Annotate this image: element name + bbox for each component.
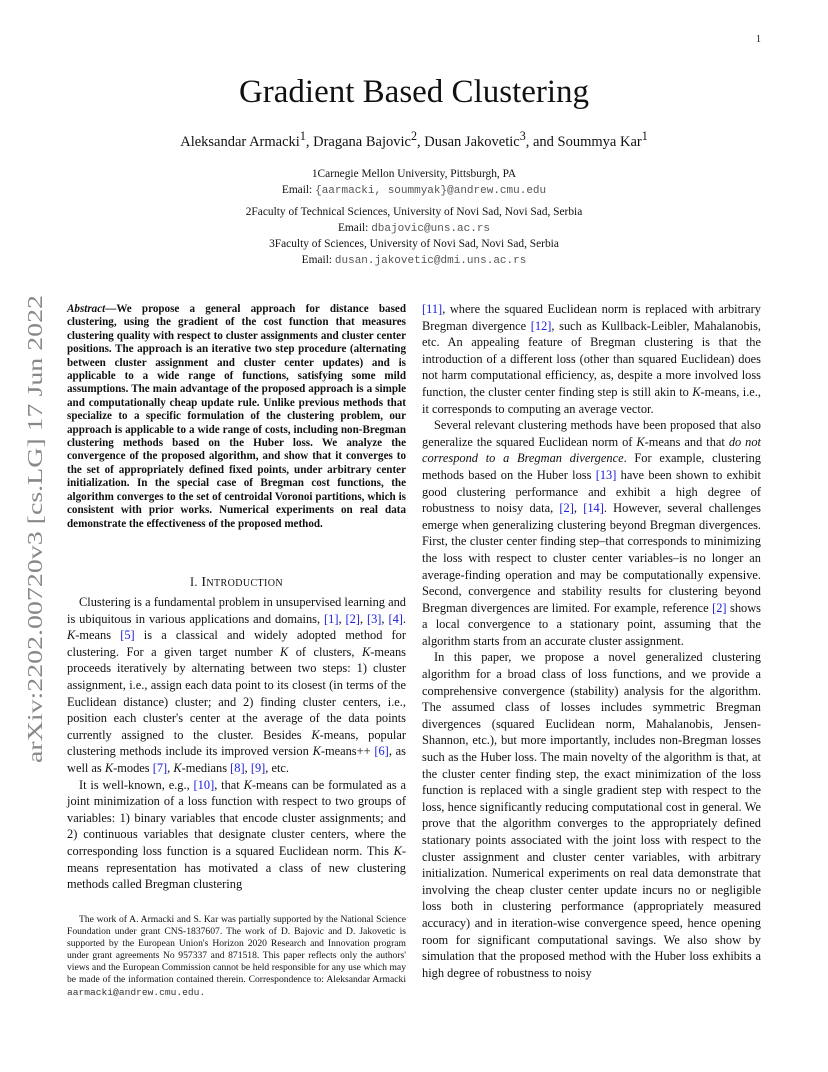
paragraph: It is well-known, e.g., [10], that K-means can be formulated as a joint minimization of a loss function with respect to two groups of variables: 1) binary variables that encode cluster assignments; and 2) continuous variables that designate cluster centers, where the corresponding loss function is a squared Euclidean norm. This K-means representation has motivated a class of new clustering methods called Bregman clustering	[67, 777, 407, 892]
citation-link[interactable]: [9]	[250, 760, 266, 775]
paragraph: Several relevant clustering methods have been proposed that also generalize the squared Euclidean norm of K-means and that do not correspond to a Bregman divergence. For example, clustering methods based on the Huber loss [13] have been shown to exhibit good clustering performance and exhibit a high degree of robustness to noisy data, [2], [14]. However, several challenges emerge when generalizing clustering beyond Bregman divergences. First, the cluster center finding step–that corresponds to minimizing the loss with respect to cluster center variables–is no longer an average-finding operation and may be computationally expensive. Second, convergence and stability results for clustering beyond Bregman divergences are limited. For example, reference [2] shows a local convergence to a stationary point, assuming that the algorithm starts from an accurate cluster assignment.	[422, 418, 762, 648]
footnote-email: aarmacki@andrew.cmu.edu.	[67, 986, 206, 998]
page-number: 1	[756, 34, 761, 45]
abstract-label: Abstract	[67, 303, 106, 315]
affiliation-1-line: 1Carnegie Mellon University, Pittsburgh, PA	[311, 168, 517, 180]
footnote-text: The work of A. Armacki and S. Kar was partially supported by the National Science Foundation under grant CNS-1837607. The work of D. Bajovic and D. Jakovetic is supported by the European Union's Horizon 2020 Research and Innovation program under grant agreements No 957337 and 871518. This paper reflects only the authors' views and the European Commission cannot be held responsible for any use which may be made of the information contained therein. Correspondence to: Aleksandar Armacki	[67, 914, 406, 986]
affiliation-3: 3Faculty of Sciences, University of Novi Sad, Novi Sad, Serbia Email: dusan.jakovetic@dmi.uns.ac.rs	[269, 238, 559, 267]
citation-link[interactable]: [6]	[374, 744, 389, 759]
paragraph: Clustering is a fundamental problem in unsupervised learning and is ubiquitous in various applications and domains, [1], [2], [3], [4]. K-means [5] is a classical and widely adopted method for clustering. For a given target number K of clusters, K-means proceeds iteratively by alternating between two steps: 1) cluster assignment, i.e., assign each data point to its closest (in terms of the Euclidean distance) cluster; and 2) finding cluster centers, i.e., position each cluster's center at the average of the data points currently assigned to the cluster. Besides K-means, popular clustering methods include its improved version K-means++ [6], as well as K-modes [7], K-medians [8], [9], etc.	[67, 595, 407, 775]
citation-link[interactable]: [2]	[712, 600, 727, 615]
citation-link[interactable]: [7]	[152, 760, 168, 775]
citation-link[interactable]: [13]	[595, 467, 617, 482]
citation-link[interactable]: [1]	[324, 611, 339, 626]
abstract-text: —We propose a general approach for distance based clustering, using the gradient of the cost function that measures clustering quality with respect to cluster assignments and cluster center positions. The approach is an iterative two step procedure (alternating between cluster assignment and cluster center updates) and is applicable to a wide range of functions, satisfying some mild assumptions. The main advantage of the proposed approach is a simple and computationally cheap update rule. Unlike previous methods that specialize to a specific formulation of the clustering problem, our approach is applicable to a wide range of costs, including non-Bregman clustering methods based on the Huber loss. We analyze the convergence of the proposed algorithm, and show that it converges to the set of appropriately defined fixed points, under arbitrary center initialization. In the special case of Bregman cost functions, the algorithm converges to the set of centroidal Voronoi partitions, which is consistent with prior works. Numerical experiments on real data demonstrate the effectiveness of the proposed method.	[67, 303, 406, 530]
affiliation-1-email: {aarmacki, soummyak}@andrew.cmu.edu	[315, 184, 547, 197]
author-list: Aleksandar Armacki$^1$, Dragana Bajovic$^2$, Dusan Jakovetic$^3$, and Soummya Kar$^1$	[180, 129, 648, 150]
arxiv-stamp	[22, 293, 48, 763]
arxiv-stamp-text: arXiv:2202.00720v3 [cs.LG] 17 Jun 2022	[23, 402, 47, 763]
right-column-body	[422, 301, 761, 981]
citation-link[interactable]: [4]	[388, 611, 403, 626]
citation-link[interactable]: [2]	[559, 501, 574, 516]
footnote	[67, 914, 406, 999]
citation-link[interactable]: [14]	[583, 501, 604, 516]
paragraph: [11], where the squared Euclidean norm is replaced with arbitrary Bregman divergence [12], such as Kullback-Leibler, Mahalanobis, etc. An appealing feature of Bregman clustering is that the introduction of a different loss (other than squared Euclidean) does not harm computational efficiency, as, despite a more involved loss function, the cluster center finding step is still akin to K-means, i.e., it corresponds to computing an average vector.	[422, 302, 761, 416]
left-column-body	[67, 594, 406, 893]
citation-link[interactable]: [3]	[366, 611, 382, 626]
paragraph: In this paper, we propose a novel generalized clustering algorithm for a broad class of loss functions, and we provide a comprehensive convergence (stability) analysis for the algorithm. The assumed class of losses includes symmetric Bregman divergences (squared Euclidean norm, Mahalanobis, Jensen-Shannon, etc.), but more importantly, includes non-Bregman losses such as the Huber loss. The main novelty of the algorithm is that, at the cluster center finding step, the exact minimization of the loss function is replaced with a single gradient step with respect to the loss, hence significantly reducing computational cost in general. We prove that the algorithm converges to the appropriately defined stationary points associated with the joint loss with respect to the cluster assignment and cluster center variables, with arbitrary initialization. Numerical experiments on real data demonstrate that involving the cheap cluster center update incurs no or negligible loss both in clustering performance (appropriately measured accuracy) and in iteration-wise convergence speed, hence opening room for significant computational savings. We also show by simulation that the proposed method with the Huber loss exhibits a high degree of robustness to noisy	[422, 650, 761, 980]
citation-link[interactable]: [12]	[530, 318, 552, 333]
affiliation-2-email: dbajovic@uns.ac.rs	[371, 222, 491, 235]
affiliation-3-email: dusan.jakovetic@dmi.uns.ac.rs	[334, 254, 527, 267]
abstract	[67, 303, 406, 531]
citation-link[interactable]: [8]	[230, 760, 245, 775]
citation-link[interactable]: [2]	[345, 611, 360, 626]
citation-link[interactable]: [5]	[120, 628, 135, 643]
citation-link[interactable]: [11]	[422, 302, 443, 316]
affiliations	[0, 167, 828, 276]
affiliation-2-line: 2Faculty of Technical Sciences, University of Novi Sad, Novi Sad, Serbia	[245, 206, 583, 219]
affiliation-3-line: 3Faculty of Sciences, University of Novi Sad, Novi Sad, Serbia	[269, 238, 559, 251]
paper-title: Gradient Based Clustering	[238, 74, 590, 110]
citation-link[interactable]: [10]	[193, 777, 215, 792]
affiliation-2: 2Faculty of Technical Sciences, University of Novi Sad, Novi Sad, Serbia Email: dbajovic@uns.ac.rs	[245, 206, 583, 235]
section-title: NTRODUCTION	[206, 578, 284, 589]
affiliation-1: 1Carnegie Mellon University, Pittsburgh, PA Email: {aarmacki, soummyak}@andrew.cmu.edu	[281, 168, 547, 197]
section-heading: I. INTRODUCTION	[189, 575, 284, 590]
